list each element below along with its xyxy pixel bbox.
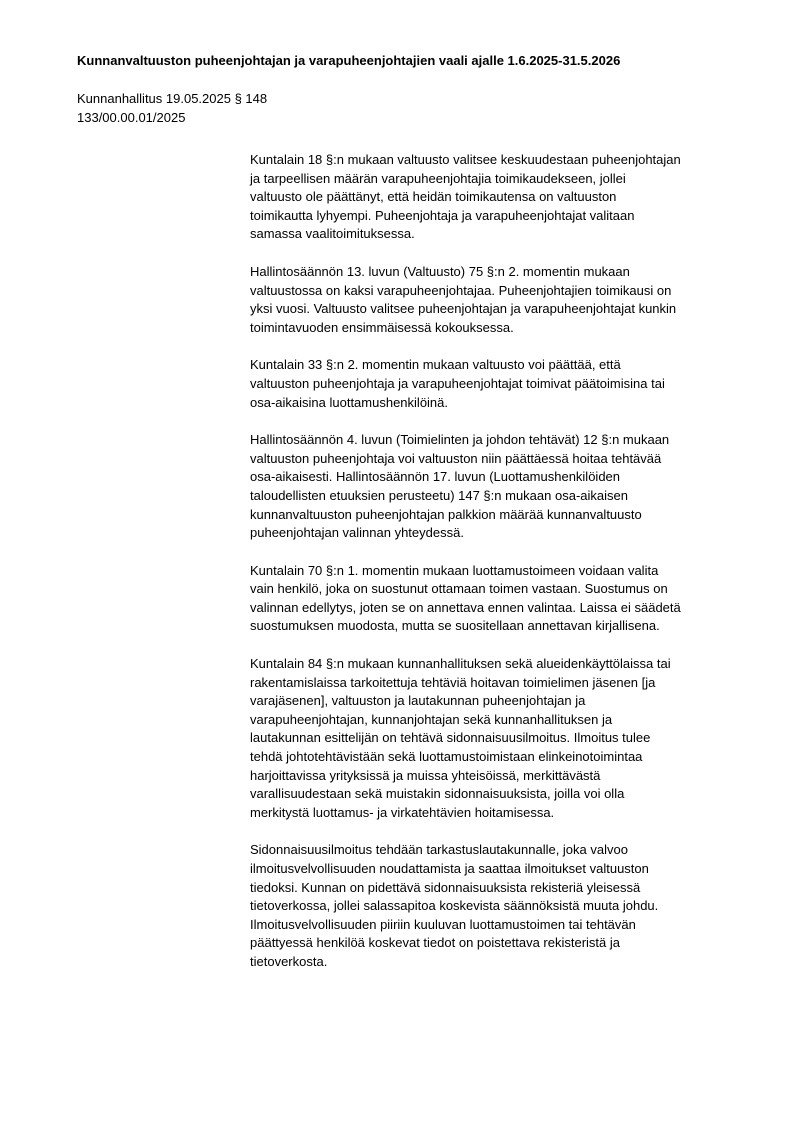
paragraph-line: merkitystä luottamus- ja virkatehtävien hoitamisessa.	[250, 804, 555, 820]
paragraph-line: Kuntalain 33 §:n 2. momentin mukaan valtuusto voi päättää, että	[250, 357, 621, 373]
paragraph-line: valtuuston puheenjohtaja ja varapuheenjohtajat toimivat päätoimisina tai	[250, 375, 665, 391]
paragraph-line: lautakunnan esittelijän on tehtävä sidonnaisuusilmoitus. Ilmoitus tulee	[250, 730, 651, 746]
paragraph-line: kunnanvaltuuston puheenjohtajan palkkion määrää kunnanvaltuusto	[250, 506, 642, 522]
paragraph-line: harjoittavissa yrityksissä ja muissa yhteisöissä, merkittävästä	[250, 767, 601, 783]
paragraph-line: valtuuston puheenjohtaja voi valtuuston niin päättäessä hoitaa tehtävää	[250, 450, 662, 466]
paragraph	[250, 562, 745, 636]
paragraph-line: Kuntalain 70 §:n 1. momentin mukaan luottamustoimeen voidaan valita	[250, 562, 659, 578]
paragraph-line: tietoverkosta.	[250, 953, 328, 969]
paragraph-line: samassa vaalitoimituksessa.	[250, 226, 415, 242]
paragraph-line: ja tarpeellisen määrän varapuheenjohtajia toimikaudekseen, jollei	[250, 170, 626, 186]
paragraph	[250, 151, 745, 244]
paragraph-line: valtuusto ole päättänyt, että heidän toimikautensa on valtuuston	[250, 189, 617, 205]
paragraph	[250, 431, 745, 543]
paragraph-line: Hallintosäännön 4. luvun (Toimielinten ja johdon tehtävät) 12 §:n mukaan	[250, 432, 670, 448]
paragraph-line: varapuheenjohtajan, kunnanjohtajan sekä kunnanhallituksen ja	[250, 711, 613, 727]
paragraph-line: yksi vuosi. Valtuusto valitsee puheenjohtajan ja varapuheenjohtajat kunkin	[250, 301, 677, 317]
paragraph-line: toimikautta lyhyempi. Puheenjohtaja ja varapuheenjohtajat valitaan	[250, 207, 635, 223]
paragraph-line: Kuntalain 84 §:n mukaan kunnanhallituksen sekä alueidenkäyttölaissa tai	[250, 656, 671, 672]
document-body	[250, 151, 745, 991]
paragraph-line: osa-aikaisesti. Hallintosäännön 17. luvun (Luottamushenkilöiden	[250, 469, 621, 485]
document-title: Kunnanvaltuuston puheenjohtajan ja varapuheenjohtajien vaali ajalle 1.6.2025-31.5.2026	[77, 53, 621, 68]
paragraph-line: varajäsenen], valtuuston ja lautakunnan puheenjohtajan ja	[250, 693, 586, 709]
paragraph-line: rakentamislaissa tarkoitettuja tehtäviä hoitavan toimielimen jäsenen [ja	[250, 674, 656, 690]
paragraph-line: Kuntalain 18 §:n mukaan valtuusto valitsee keskuudestaan puheenjohtajan	[250, 152, 681, 167]
paragraph-line: taloudellisten etuuksien perusteetu) 147 §:n mukaan osa-aikaisen	[250, 487, 628, 503]
paragraph-line: tehdä johtotehtävistään sekä luottamustoimistaan elinkeinotoimintaa	[250, 749, 643, 765]
paragraph-line: vain henkilö, joka on suostunut ottamaan toimen vastaan. Suostumus on	[250, 581, 668, 597]
document-meta	[77, 90, 477, 127]
paragraph-line: valinnan edellytys, joten se on annettava ennen valintaa. Laissa ei säädetä	[250, 599, 681, 615]
paragraph-line: suostumuksen muodosta, mutta se suositellaan annettavan kirjallisena.	[250, 618, 660, 634]
meeting-reference: Kunnanhallitus 19.05.2025 § 148	[77, 91, 268, 106]
paragraph	[250, 841, 745, 971]
case-number: 133/00.00.01/2025	[77, 109, 186, 125]
paragraph	[250, 356, 745, 412]
paragraph-line: valtuustossa on kaksi varapuheenjohtajaa. Puheenjohtajien toimikausi on	[250, 282, 672, 298]
paragraph	[250, 263, 745, 337]
paragraph-line: päättyessä henkilöä koskevat tiedot on poistettava rekisteristä ja	[250, 935, 620, 951]
paragraph-line: osa-aikaisina luottamushenkilöinä.	[250, 394, 449, 410]
paragraph-line: varallisuudestaan sekä muistakin sidonnaisuuksista, joilla voi olla	[250, 786, 625, 802]
paragraph-line: Hallintosäännön 13. luvun (Valtuusto) 75 §:n 2. momentin mukaan	[250, 263, 630, 279]
paragraph-line: Ilmoitusvelvollisuuden piiriin kuuluvan luottamustoimen tai tehtävän	[250, 916, 636, 932]
paragraph-line: toimintavuoden ensimmäisessä kokouksessa.	[250, 319, 514, 335]
paragraph-line: tietoverkossa, jollei salassapitoa koskevista säännöksistä muuta johdu.	[250, 898, 659, 914]
paragraph-line: Sidonnaisuusilmoitus tehdään tarkastuslautakunnalle, joka valvoo	[250, 842, 628, 858]
paragraph	[250, 655, 745, 822]
paragraph-line: puheenjohtajan valinnan yhteydessä.	[250, 525, 464, 541]
paragraph-line: tiedoksi. Kunnan on pidettävä sidonnaisuuksista rekisteriä yleisessä	[250, 879, 641, 895]
paragraph-line: ilmoitusvelvollisuuden noudattamista ja saattaa ilmoitukset valtuuston	[250, 861, 649, 876]
